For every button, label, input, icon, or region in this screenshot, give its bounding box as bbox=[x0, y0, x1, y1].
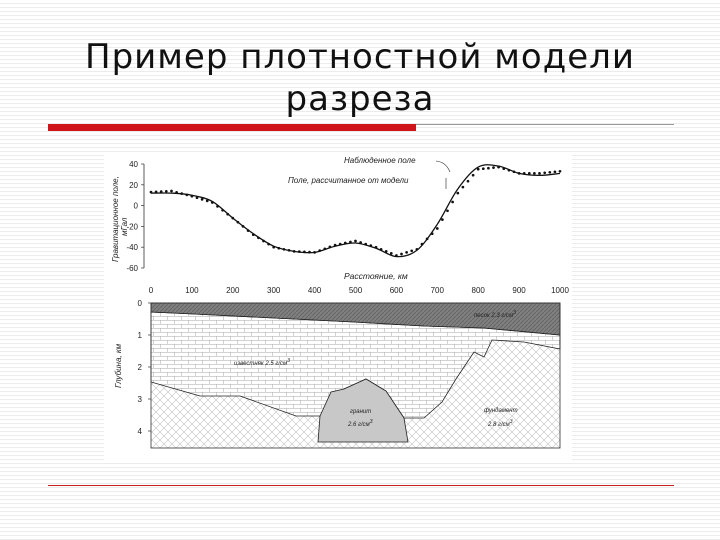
observed-point bbox=[288, 249, 291, 252]
observed-point bbox=[196, 196, 199, 199]
observed-point bbox=[543, 171, 546, 174]
observed-point bbox=[436, 227, 439, 230]
observed-point bbox=[554, 170, 557, 173]
title-accent-bar bbox=[48, 124, 416, 131]
section-y-tick-label: 4 bbox=[137, 427, 142, 436]
observed-point bbox=[492, 166, 495, 169]
gravity-ylabel-line2: мГал bbox=[120, 217, 129, 236]
gravity-y-tick-label: -20 bbox=[126, 222, 138, 232]
observed-point bbox=[206, 200, 209, 203]
section-y-tick-label: 2 bbox=[137, 363, 142, 372]
gravity-y-ticks bbox=[126, 160, 144, 273]
observed-point bbox=[191, 195, 194, 198]
observed-point bbox=[533, 172, 536, 175]
observed-point bbox=[477, 168, 480, 171]
gravity-x-tick-label: 400 bbox=[307, 286, 322, 295]
observed-point bbox=[538, 172, 541, 175]
section-y-tick-label: 0 bbox=[137, 299, 142, 308]
observed-point bbox=[410, 249, 413, 252]
observed-point bbox=[528, 172, 531, 175]
slide-title-line1: Пример плотностной модели bbox=[85, 37, 635, 77]
observed-point bbox=[559, 170, 562, 173]
gravity-xlabel: Расстояние, км bbox=[344, 271, 408, 281]
observed-point bbox=[226, 213, 229, 216]
gravity-x-tick-label: 100 bbox=[185, 286, 199, 295]
observed-point bbox=[201, 198, 204, 201]
observed-point bbox=[160, 190, 163, 193]
section-ylabel: Глубина, км bbox=[114, 343, 123, 388]
observed-point bbox=[313, 251, 316, 254]
gravity-ylabel-line1: Гравитационное поле, bbox=[111, 176, 120, 262]
observed-point bbox=[482, 167, 485, 170]
observed-point bbox=[451, 201, 454, 204]
observed-point bbox=[513, 170, 516, 173]
observed-point bbox=[242, 225, 245, 228]
observed-point bbox=[369, 244, 372, 247]
observed-point bbox=[349, 241, 352, 244]
basement-density: 2.8 $г/см^3$ bbox=[488, 419, 513, 428]
observed-point bbox=[303, 251, 306, 254]
sand-label: песок 2.3 $г/см^3$ bbox=[474, 310, 516, 319]
section-y-ticks bbox=[138, 299, 151, 436]
section-y-tick-label: 1 bbox=[137, 331, 142, 340]
observed-point bbox=[221, 209, 224, 212]
observed-point bbox=[441, 218, 444, 221]
observed-point bbox=[185, 194, 188, 197]
observed-point bbox=[518, 172, 521, 175]
observed-point bbox=[405, 251, 408, 254]
observed-point bbox=[175, 191, 178, 194]
gravity-x-tick-label: 1000 bbox=[551, 286, 569, 295]
basement-label: фундамент bbox=[484, 408, 518, 414]
observed-point bbox=[508, 169, 511, 172]
slide-title bbox=[0, 36, 720, 120]
observed-point bbox=[456, 192, 459, 195]
observed-point bbox=[329, 246, 332, 249]
gravity-y-tick-label: 20 bbox=[129, 180, 138, 190]
observed-point bbox=[446, 209, 449, 212]
observed-point bbox=[277, 247, 280, 250]
observed-point bbox=[150, 191, 153, 194]
observed-point bbox=[467, 180, 470, 183]
observed-point bbox=[421, 243, 424, 246]
slide-title-line2: разреза bbox=[285, 79, 435, 119]
legend-model: Поле, рассчитанное от модели bbox=[288, 176, 409, 185]
section-y-tick-label: 3 bbox=[137, 395, 142, 404]
observed-point bbox=[267, 243, 270, 246]
observed-point bbox=[298, 250, 301, 253]
gravity-x-tick-label: 0 bbox=[148, 286, 154, 295]
observed-point bbox=[272, 246, 275, 249]
observed-point bbox=[216, 205, 219, 208]
observed-point bbox=[165, 190, 168, 193]
geological-section bbox=[114, 299, 560, 448]
gravity-x-ticks bbox=[149, 286, 570, 295]
observed-point bbox=[247, 229, 250, 232]
gravity-y-tick-label: -60 bbox=[126, 264, 138, 273]
observed-point bbox=[170, 190, 173, 193]
observed-point bbox=[262, 240, 265, 243]
observed-point bbox=[487, 167, 490, 170]
limestone-label: известняк 2.5 $г/см^3$ bbox=[234, 358, 290, 367]
observed-point bbox=[416, 248, 419, 251]
legend-observed: Наблюденное поле bbox=[344, 156, 416, 165]
observed-point bbox=[359, 241, 362, 244]
gravity-x-tick-label: 700 bbox=[430, 286, 444, 295]
observed-point bbox=[431, 232, 434, 235]
bottom-divider bbox=[48, 485, 674, 486]
gravity-x-tick-label: 800 bbox=[471, 286, 485, 295]
observed-point bbox=[395, 254, 398, 257]
observed-point bbox=[523, 172, 526, 175]
gravity-x-tick-label: 500 bbox=[348, 286, 363, 295]
observed-point bbox=[180, 192, 183, 195]
observed-point bbox=[308, 251, 311, 254]
observed-point bbox=[318, 249, 321, 252]
observed-point bbox=[252, 233, 255, 236]
gravity-x-tick-label: 200 bbox=[226, 286, 240, 295]
observed-point bbox=[344, 242, 347, 245]
observed-point bbox=[385, 250, 388, 253]
granite-label: гранит bbox=[350, 409, 372, 415]
legend-observed-leader bbox=[436, 161, 450, 172]
observed-point bbox=[257, 236, 260, 239]
observed-point bbox=[472, 174, 475, 177]
gravity-y-tick-label: -40 bbox=[126, 243, 138, 253]
gravity-chart bbox=[111, 156, 569, 295]
observed-point bbox=[334, 244, 337, 247]
observed-point bbox=[502, 167, 505, 170]
observed-point bbox=[375, 246, 378, 249]
observed-point bbox=[548, 171, 551, 174]
gravity-x-tick-label: 600 bbox=[389, 286, 404, 295]
observed-point bbox=[283, 248, 286, 251]
gravity-y-tick-label: 0 bbox=[133, 201, 138, 211]
gravity-y-tick-label: 40 bbox=[129, 160, 138, 169]
observed-point bbox=[462, 186, 465, 189]
observed-point bbox=[426, 238, 429, 241]
observed-point bbox=[390, 252, 393, 255]
observed-point bbox=[231, 217, 234, 220]
observed-point bbox=[364, 243, 367, 246]
observed-point bbox=[237, 221, 240, 224]
observed-point bbox=[354, 240, 357, 243]
density-model-figure bbox=[104, 152, 572, 462]
observed-point bbox=[380, 248, 383, 251]
observed-point bbox=[293, 250, 296, 253]
gravity-x-tick-label: 300 bbox=[267, 286, 281, 295]
observed-point bbox=[339, 243, 342, 246]
gravity-x-tick-label: 900 bbox=[512, 286, 526, 295]
observed-point bbox=[400, 253, 403, 256]
granite-density: 2.6 $г/см^3$ bbox=[348, 419, 373, 428]
observed-point bbox=[323, 247, 326, 250]
observed-point bbox=[211, 201, 214, 204]
observed-point bbox=[155, 190, 158, 193]
observed-point bbox=[497, 166, 500, 169]
